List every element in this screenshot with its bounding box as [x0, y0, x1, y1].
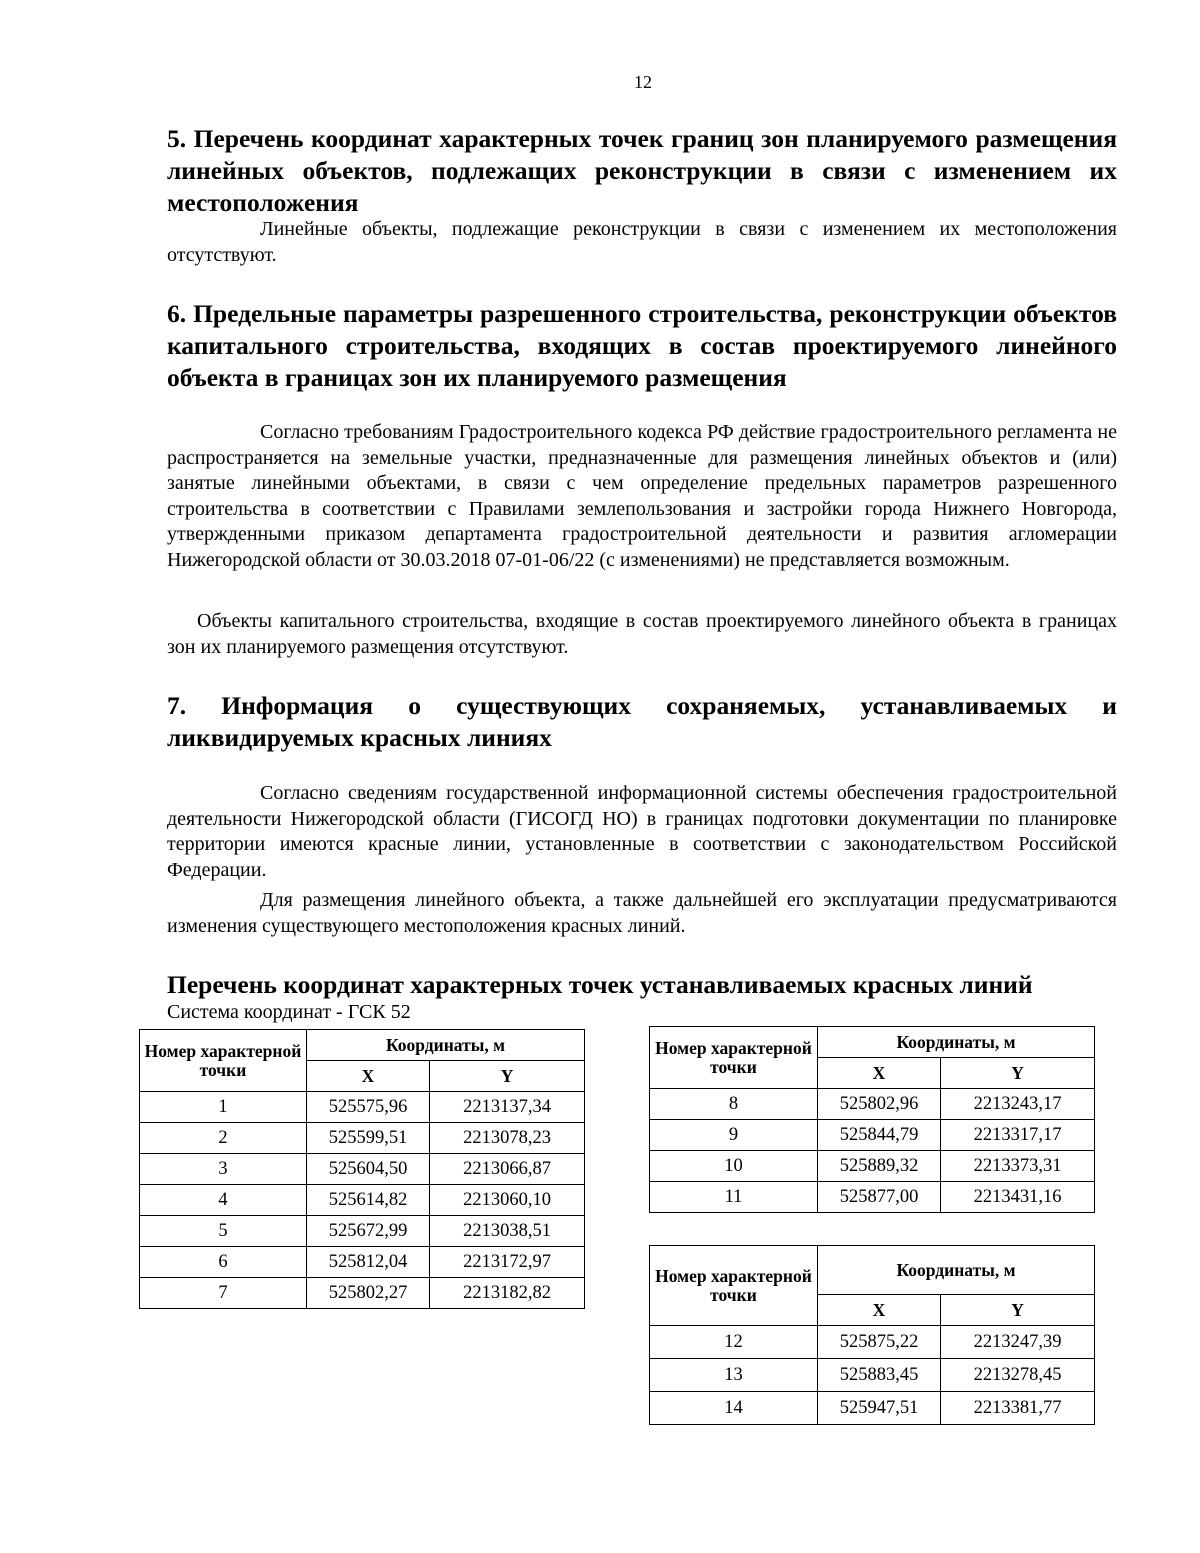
point-number: 7 [140, 1278, 307, 1309]
section-6-paragraph-1: Согласно требованиям Градостроительного кодекса РФ действие градостроительного регламента не распространяется на земельные участки, предназначенные для размещения линейных объектов и (или) занятые линейными объектами, в связи с чем определение предельных параметров разрешенного строительства в соответствии с Правилами землепользования и застройки города Нижнего Новгорода, утвержденными приказом департамента градостроительной деятельности и развития агломерации Нижегородской области от 30.03.2018 07-01-06/22 (с изменениями) не представляется возможным. [167, 421, 1117, 571]
point-number: 13 [650, 1359, 818, 1392]
coord-x: 525575,96 [307, 1092, 430, 1123]
coord-x: 525604,50 [307, 1154, 430, 1185]
coord-x: 525812,04 [307, 1247, 430, 1278]
coord-x: 525802,96 [818, 1089, 941, 1120]
coord-y: 2213278,45 [941, 1359, 1095, 1392]
section-5-heading: 5. Перечень координат характерных точек границ зон планируемого размещения линейных объектов, подлежащих реконструкции в связи с изменением их местоположения [167, 124, 1117, 217]
section-7-heading: 7. Информация о существующих сохраняемых, устанавливаемых и ликвидируемых красных линиях [167, 691, 1117, 752]
coords-table-1 [139, 1029, 585, 1309]
coord-y: 2213182,82 [430, 1278, 585, 1309]
header-point: Номер характерной точки [650, 1027, 818, 1089]
coord-x: 525889,32 [818, 1151, 941, 1182]
point-number: 6 [140, 1247, 307, 1278]
section-7-paragraph-2: Для размещения линейного объекта, а также дальнейшей его эксплуатации предусматриваются изменения существующего местоположения красных линий. [167, 889, 1117, 937]
coord-y: 2213060,10 [430, 1185, 585, 1216]
header-x: X [818, 1295, 941, 1326]
table-row [140, 1123, 585, 1154]
coord-x: 525802,27 [307, 1278, 430, 1309]
header-coords: Координаты, м [307, 1030, 585, 1061]
table-row [650, 1359, 1095, 1392]
point-number: 1 [140, 1092, 307, 1123]
coord-y: 2213243,17 [941, 1089, 1095, 1120]
section-6-paragraph-2: Объекты капитального строительства, входящие в состав проектируемого линейного объекта в границах зон их планируемого размещения отсутствуют. [167, 610, 1117, 658]
point-number: 11 [650, 1182, 818, 1213]
coord-x: 525877,00 [818, 1182, 941, 1213]
table-row [140, 1216, 585, 1247]
coord-y: 2213078,23 [430, 1123, 585, 1154]
table-row [650, 1326, 1095, 1359]
table-row [650, 1182, 1095, 1213]
header-y: Y [430, 1061, 585, 1092]
coords-table-2 [649, 1026, 1095, 1213]
coord-y: 2213038,51 [430, 1216, 585, 1247]
header-coords: Координаты, м [818, 1027, 1095, 1058]
coord-y: 2213381,77 [941, 1392, 1095, 1425]
page-number: 12 [634, 72, 652, 92]
point-number: 8 [650, 1089, 818, 1120]
header-point: Номер характерной точки [650, 1246, 818, 1326]
coord-x: 525599,51 [307, 1123, 430, 1154]
coord-y: 2213172,97 [430, 1247, 585, 1278]
header-coords: Координаты, м [818, 1246, 1095, 1295]
coords-list-title: Перечень координат характерных точек устанавливаемых красных линий [167, 970, 1033, 999]
coord-x: 525883,45 [818, 1359, 941, 1392]
table-row [650, 1392, 1095, 1425]
section-6-heading: 6. Предельные параметры разрешенного строительства, реконструкции объектов капитального строительства, входящих в состав проектируемого линейного объекта в границах зон их планируемого размещения [167, 299, 1117, 392]
coord-y: 2213431,16 [941, 1182, 1095, 1213]
section-5-paragraph: Линейные объекты, подлежащие реконструкции в связи с изменением их местоположения отсутствуют. [167, 218, 1117, 266]
coord-x: 525672,99 [307, 1216, 430, 1247]
coord-x: 525844,79 [818, 1120, 941, 1151]
coord-y: 2213317,17 [941, 1120, 1095, 1151]
table-row [650, 1089, 1095, 1120]
table-row [650, 1120, 1095, 1151]
header-x: X [307, 1061, 430, 1092]
table-row [140, 1247, 585, 1278]
coord-y: 2213066,87 [430, 1154, 585, 1185]
coord-y: 2213247,39 [941, 1326, 1095, 1359]
coord-y: 2213373,31 [941, 1151, 1095, 1182]
table-row [140, 1185, 585, 1216]
table-row [140, 1092, 585, 1123]
coord-x: 525614,82 [307, 1185, 430, 1216]
header-point: Номер характерной точки [140, 1030, 307, 1092]
coord-x: 525947,51 [818, 1392, 941, 1425]
header-x: X [818, 1058, 941, 1089]
table-row [650, 1151, 1095, 1182]
point-number: 9 [650, 1120, 818, 1151]
coord-y: 2213137,34 [430, 1092, 585, 1123]
point-number: 2 [140, 1123, 307, 1154]
coord-x: 525875,22 [818, 1326, 941, 1359]
section-7-paragraph-1: Согласно сведениям государственной информационной системы обеспечения градостроительной деятельности Нижегородской области (ГИСОГД НО) в границах подготовки документации по планировке территории имеются красные линии, установленные в соответствии с законодательством Российской Федерации. [167, 782, 1117, 881]
point-number: 12 [650, 1326, 818, 1359]
point-number: 4 [140, 1185, 307, 1216]
point-number: 10 [650, 1151, 818, 1182]
coords-table-3 [649, 1245, 1095, 1425]
table-row [140, 1278, 585, 1309]
point-number: 5 [140, 1216, 307, 1247]
header-y: Y [941, 1295, 1095, 1326]
table-row [140, 1154, 585, 1185]
point-number: 14 [650, 1392, 818, 1425]
point-number: 3 [140, 1154, 307, 1185]
header-y: Y [941, 1058, 1095, 1089]
coordinate-system-label: Система координат - ГСК 52 [167, 1001, 411, 1023]
